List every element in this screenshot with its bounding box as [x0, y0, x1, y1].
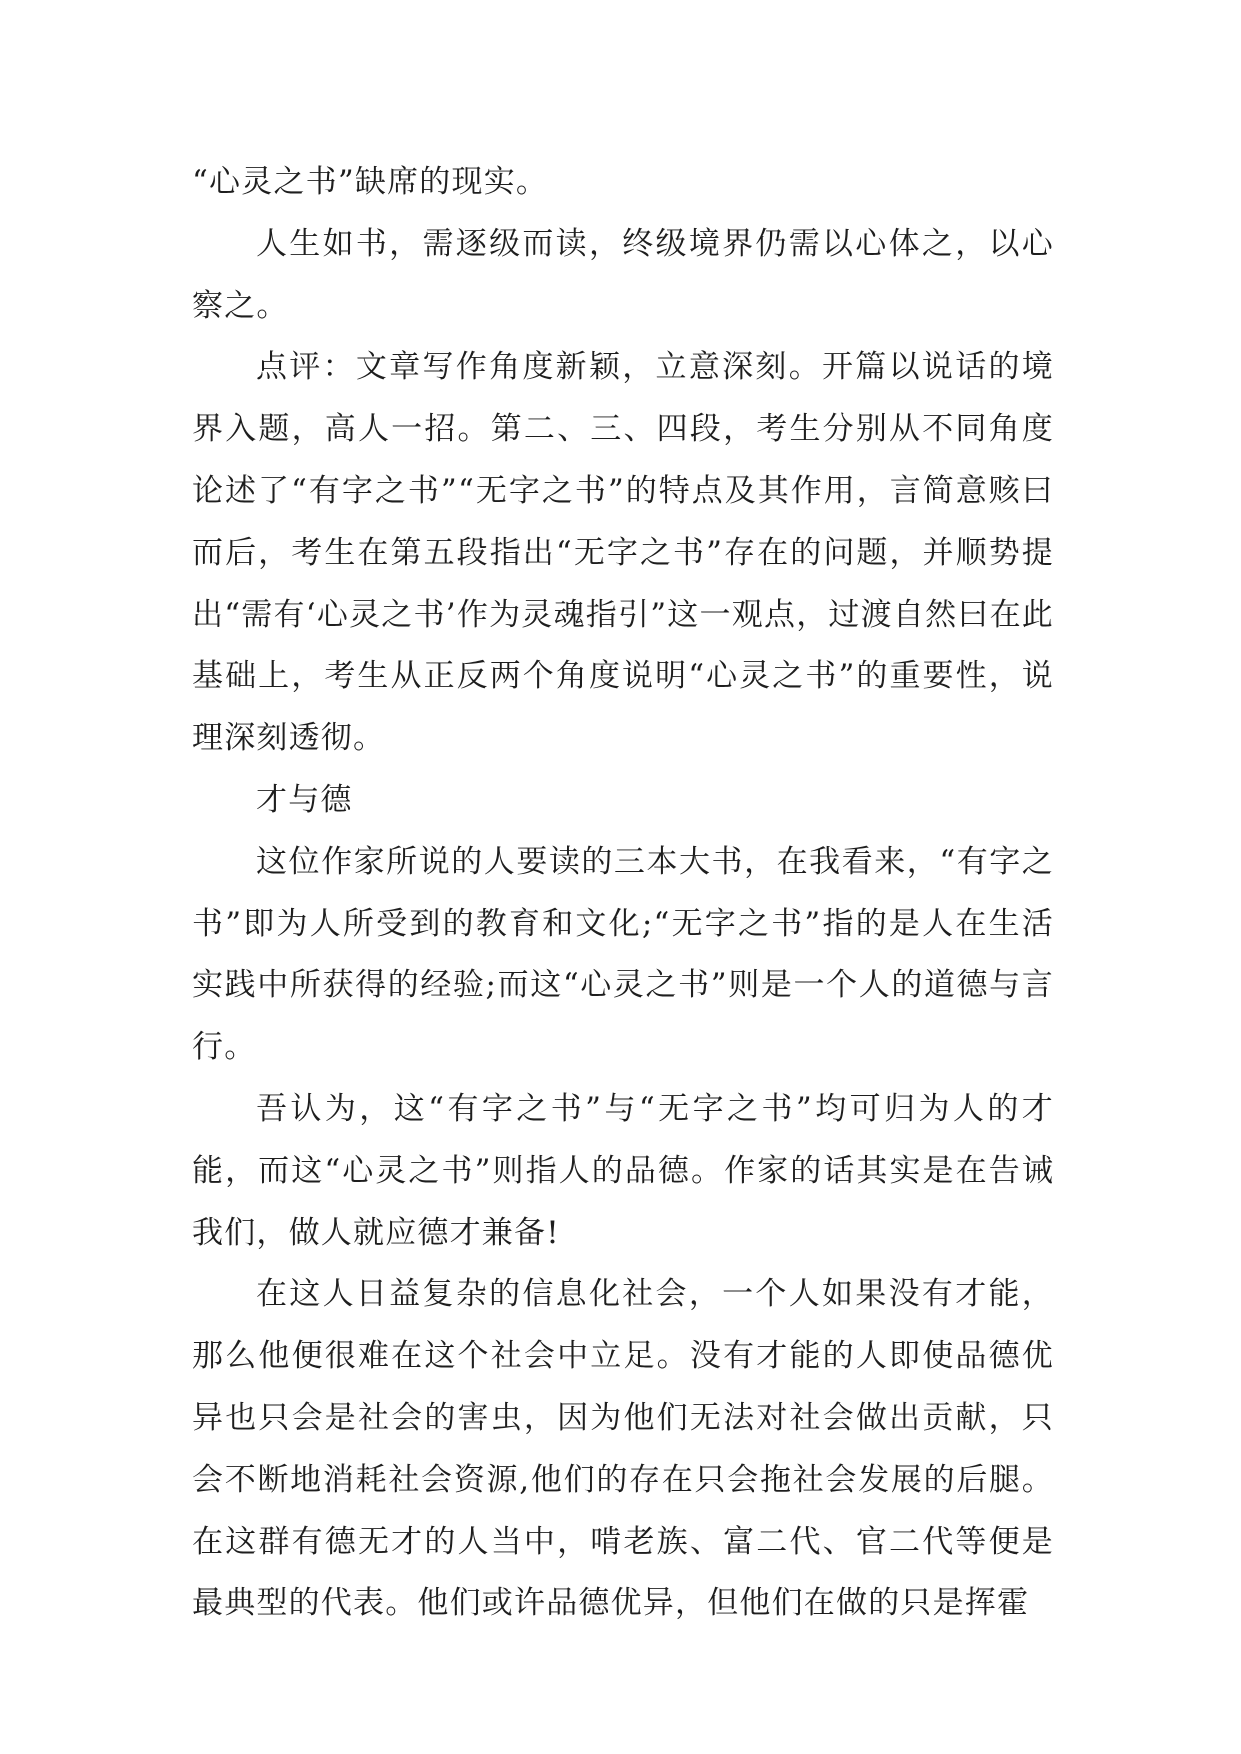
paragraph-1: “心灵之书”缺席的现实。: [192, 164, 549, 200]
commentary-paragraph: 点评：文章写作角度新颖，立意深刻。开篇以说话的境界入题，高人一招。第二、三、四段，考生分别从不同角度论述了“有字之书”“无字之书”的特点及其作用，言简意赅曰而后，考生在第五段指出“无字之书”存在的问题，并顺势提出“需有‘心灵之书’作为灵魂指引”这一观点，过渡自然曰在此基础上，考生从正反两个角度说明“心灵之书”的重要性，说理深刻透彻。: [192, 349, 1054, 757]
paragraph-5: 这位作家所说的人要读的三本大书，在我看来，“有字之书”即为人所受到的教育和文化;“无字之书”指的是人在生活实践中所获得的经验;而这“心灵之书”则是一个人的道德与言行。: [192, 843, 1054, 1066]
paragraph-2: 人生如书，需逐级而读，终级境界仍需以心体之，以心察之。: [192, 225, 1054, 324]
paragraph-7: 在这人日益复杂的信息化社会，一个人如果没有才能，那么他便很难在这个社会中立足。没有才能的人即使品德优异也只会是社会的害虫，因为他们无法对社会做出贡献，只会不断地消耗社会资源,他们的存在只会拖社会发展的后腿。在这群有德无才的人当中，啃老族、富二代、官二代等便是最典型的代表。他们或许品德优异，但他们在做的只是挥霍: [192, 1276, 1054, 1622]
essay-title: 才与德: [256, 781, 353, 818]
document-page: [192, 152, 1054, 1635]
paragraph-6: 吾认为，这“有字之书”与“无字之书”均可归为人的才能，而这“心灵之书”则指人的品德。作家的话其实是在告诫我们，做人就应德才兼备!: [192, 1090, 1054, 1251]
